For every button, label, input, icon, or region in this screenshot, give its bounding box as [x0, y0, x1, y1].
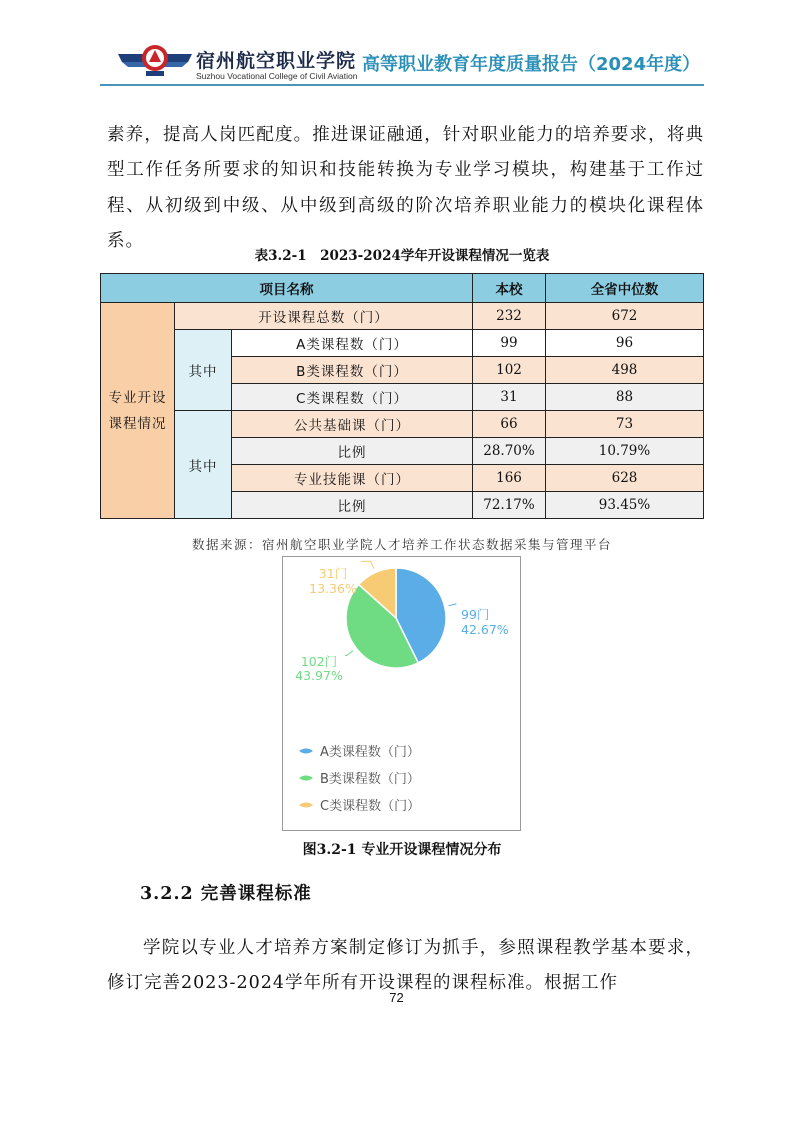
- body-paragraph: 素养，提高人岗匹配度。推进课证融通，针对职业能力的培养要求，将典型工作任务所要求的知识和技能转换为专业学习模块，构建基于工作过程、从初级到中级、从中级到高级的阶次培养职业能力的模块化课程体系。: [107, 124, 704, 251]
- header-province-median: 全省中位数: [546, 274, 704, 303]
- pie-value-label: 31门: [318, 566, 348, 581]
- table-caption: 表3.2-1 2023-2024学年开设课程情况一览表: [254, 248, 550, 264]
- subgroup-label: 其中: [175, 411, 232, 519]
- legend-marker-icon: [299, 776, 313, 781]
- table-row: [101, 330, 704, 357]
- pie-percent-label: 13.36%: [309, 581, 357, 596]
- pie-percent-label: 43.97%: [295, 668, 343, 683]
- group-label-text: 专业开设课程情况: [108, 389, 167, 432]
- province-value: 628: [546, 465, 704, 492]
- province-value: 672: [546, 303, 704, 330]
- province-value: 96: [546, 330, 704, 357]
- row-label: 公共基础课（门）: [232, 411, 473, 438]
- pie-leader-line: [345, 651, 353, 656]
- header-school: 本校: [473, 274, 546, 303]
- header-item-name: 项目名称: [101, 274, 473, 303]
- figure-caption: 图3.2-1 专业开设课程情况分布: [302, 842, 502, 858]
- pie-percent-label: 42.67%: [461, 622, 509, 637]
- legend-marker-icon: [299, 749, 313, 754]
- pie-chart: [282, 556, 521, 831]
- row-label: 比例: [232, 492, 473, 519]
- school-value: 102: [473, 357, 546, 384]
- school-value: 28.70%: [473, 438, 546, 465]
- table-header-row: [101, 274, 704, 303]
- report-title: 高等职业教育年度质量报告（2024年度）: [362, 54, 701, 75]
- table-row: [101, 303, 704, 330]
- college-logo-icon: [116, 38, 194, 80]
- school-value: 31: [473, 384, 546, 411]
- province-value: 10.79%: [546, 438, 704, 465]
- row-label: B类课程数（门）: [232, 357, 473, 384]
- subgroup-label: 其中: [175, 330, 232, 411]
- school-value: 72.17%: [473, 492, 546, 519]
- school-value: 232: [473, 303, 546, 330]
- legend-marker-icon: [299, 803, 313, 808]
- body-paragraph: 学院以专业人才培养方案制定修订为抓手，参照课程教学基本要求，修订完善2023-2024学年所有开设课程的课程标准。根据工作: [107, 937, 704, 993]
- province-value: 93.45%: [546, 492, 704, 519]
- school-name-en: Suzhou Vocational College of Civil Aviation: [196, 71, 358, 81]
- pie-leader-line: [449, 604, 457, 606]
- pie-value-label: 99门: [461, 607, 490, 622]
- data-source-note: 数据来源：宿州航空职业学院人才培养工作状态数据采集与管理平台: [191, 537, 612, 552]
- page-header: [0, 0, 793, 96]
- row-label: A类课程数（门）: [232, 330, 473, 357]
- school-value: 166: [473, 465, 546, 492]
- row-label: 比例: [232, 438, 473, 465]
- pie-chart-svg: [283, 557, 520, 830]
- row-label: 专业技能课（门）: [232, 465, 473, 492]
- pie-value-label: 102门: [300, 654, 338, 669]
- legend-label: A类课程数（门）: [320, 745, 420, 760]
- province-value: 88: [546, 384, 704, 411]
- row-label: C类课程数（门）: [232, 384, 473, 411]
- pie-leader-line: [361, 561, 374, 568]
- school-name-cn: 宿州航空职业学院: [196, 50, 357, 72]
- row-label: 开设课程总数（门）: [175, 303, 473, 330]
- province-value: 498: [546, 357, 704, 384]
- page-number: 72: [389, 990, 404, 1005]
- table-row: [101, 411, 704, 438]
- province-value: 73: [546, 411, 704, 438]
- legend-label: B类课程数（门）: [320, 772, 420, 787]
- section-heading: 3.2.2 完善课程标准: [140, 884, 312, 904]
- school-value: 99: [473, 330, 546, 357]
- header-divider: [100, 84, 704, 86]
- school-value: 66: [473, 411, 546, 438]
- course-table: [100, 273, 704, 519]
- group-label: [101, 303, 175, 519]
- legend-label: C类课程数（门）: [320, 799, 421, 814]
